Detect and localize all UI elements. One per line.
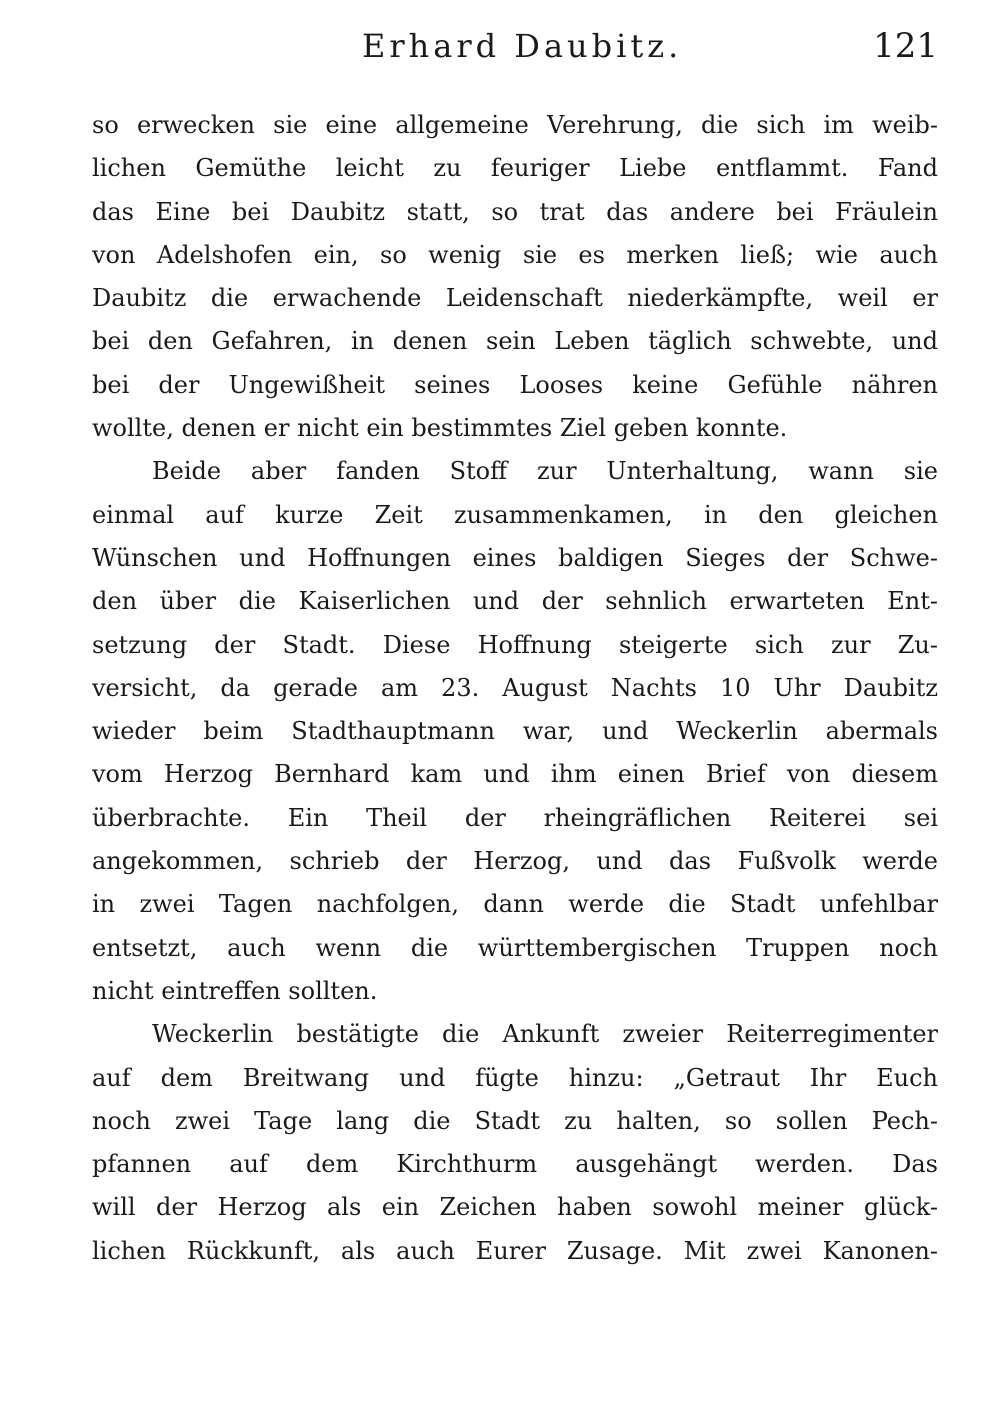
text-line: auf dem Breitwang und fügte hinzu: „Getraut Ihr Euch — [92, 1063, 938, 1092]
text-line: entsetzt, auch wenn die württembergischen Truppen noch — [92, 933, 938, 962]
text-line: vom Herzog Bernhard kam und ihm einen Brief von diesem — [92, 760, 938, 789]
text-line: will der Herzog als ein Zeichen haben sowohl meiner glück- — [92, 1193, 938, 1222]
text-line: von Adelshofen ein, so wenig sie es merken ließ; wie auch — [92, 240, 938, 269]
text-line: bei der Ungewißheit seines Looses keine Gefühle nähren — [92, 370, 938, 399]
text-line: versicht, da gerade am 23. August Nachts 10 Uhr Daubitz — [92, 673, 938, 702]
paragraph-start-line: Beide aber fanden Stoff zur Unterhaltung, wann sie — [152, 457, 938, 486]
running-title: Erhard Daubitz. — [362, 27, 683, 65]
text-line: in zwei Tagen nachfolgen, dann werde die Stadt unfehlbar — [92, 890, 938, 919]
text-line: angekommen, schrieb der Herzog, und das Fußvolk werde — [92, 847, 938, 876]
paragraph-end-line: nicht eintreffen sollten. — [92, 976, 378, 1005]
text-line: noch zwei Tage lang die Stadt zu halten, so sollen Pech- — [92, 1106, 938, 1135]
text-line: setzung der Stadt. Diese Hoffnung steigerte sich zur Zu- — [92, 630, 938, 659]
text-line: den über die Kaiserlichen und der sehnlich erwarteten Ent- — [92, 587, 938, 616]
paragraph-end-line: wollte, denen er nicht ein bestimmtes Ziel geben konnte. — [92, 414, 788, 443]
text-line: das Eine bei Daubitz statt, so trat das andere bei Fräulein — [92, 197, 938, 226]
text-line: überbrachte. Ein Theil der rheingräflichen Reiterei sei — [92, 803, 938, 832]
text-line: lichen Gemüthe leicht zu feuriger Liebe entflammt. Fand — [92, 154, 938, 183]
text-line: einmal auf kurze Zeit zusammenkamen, in den gleichen — [92, 500, 938, 529]
body-text — [92, 104, 938, 1273]
text-line: wieder beim Stadthauptmann war, und Weckerlin abermals — [92, 717, 938, 746]
text-line: bei den Gefahren, in denen sein Leben täglich schwebte, und — [92, 327, 938, 356]
paragraph-start-line: Weckerlin bestätigte die Ankunft zweier Reiterregimenter — [152, 1020, 938, 1049]
text-line: lichen Rückkunft, als auch Eurer Zusage. Mit zwei Kanonen- — [92, 1236, 938, 1265]
text-line: so erwecken sie eine allgemeine Verehrung, die sich im weib- — [92, 111, 938, 139]
text-line: Wünschen und Hoffnungen eines baldigen Sieges der Schwe- — [92, 543, 938, 572]
page-number: 121 — [873, 26, 938, 66]
text-line: Daubitz die erwachende Leidenschaft niederkämpfte, weil er — [92, 284, 938, 313]
text-line: pfannen auf dem Kirchthurm ausgehängt werden. Das — [92, 1150, 938, 1179]
running-head — [92, 22, 938, 70]
